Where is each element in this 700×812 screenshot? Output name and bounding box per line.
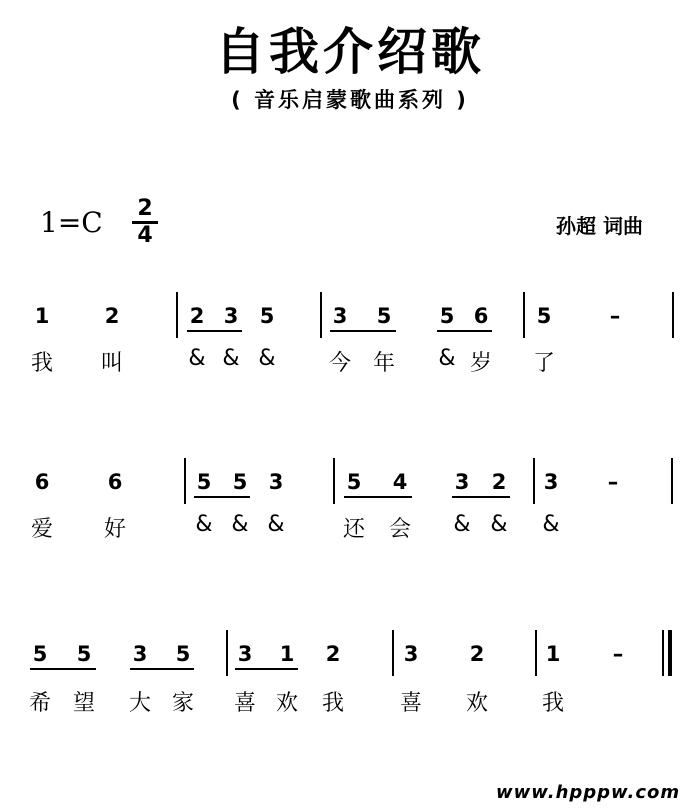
- note-dash: –: [609, 304, 621, 328]
- barline: [523, 292, 525, 338]
- lyric: 希: [28, 691, 52, 716]
- note: 2: [189, 304, 205, 328]
- note-dash: –: [607, 470, 619, 494]
- final-barline-thick: [668, 630, 672, 676]
- barline: [176, 292, 178, 338]
- lyric: 我: [321, 691, 345, 716]
- note: 3: [454, 470, 470, 494]
- beam-underline: [344, 496, 412, 498]
- lyric: 我: [30, 351, 54, 376]
- note: 5: [175, 642, 191, 666]
- note: 1: [279, 642, 295, 666]
- barline: [184, 458, 186, 504]
- lyric: 还: [342, 517, 366, 542]
- lyric: 会: [388, 517, 412, 542]
- lyric: &: [267, 512, 285, 537]
- note: 4: [392, 470, 408, 494]
- barline: [392, 630, 394, 676]
- beam-underline: [30, 668, 96, 670]
- lyric: &: [231, 512, 249, 537]
- time-signature-bottom: 4: [137, 223, 153, 248]
- note: 2: [469, 642, 485, 666]
- note: 2: [104, 304, 120, 328]
- lyric: 了: [532, 351, 556, 376]
- lyric: &: [490, 512, 508, 537]
- barline: [320, 292, 322, 338]
- final-barline-thin: [662, 630, 664, 676]
- composer-credit: 孙超 词曲: [556, 214, 643, 238]
- lyric: &: [222, 346, 240, 371]
- beam-underline: [437, 330, 492, 332]
- lyric: 欢: [465, 691, 489, 716]
- note-dash: –: [612, 642, 624, 666]
- note: 3: [237, 642, 253, 666]
- note: 3: [543, 470, 559, 494]
- lyric: &: [438, 346, 456, 371]
- note: 5: [259, 304, 275, 328]
- lyric: 叫: [100, 351, 124, 376]
- note: 5: [439, 304, 455, 328]
- note: 2: [325, 642, 341, 666]
- lyric: 喜: [399, 691, 423, 716]
- lyric: 好: [103, 517, 127, 542]
- watermark-url: www.hpppw.com: [496, 782, 681, 803]
- note: 3: [223, 304, 239, 328]
- note: 5: [32, 642, 48, 666]
- lyric: &: [258, 346, 276, 371]
- note: 5: [346, 470, 362, 494]
- note: 2: [491, 470, 507, 494]
- lyric: 我: [541, 691, 565, 716]
- beam-underline: [330, 330, 396, 332]
- lyric: &: [453, 512, 471, 537]
- beam-underline: [130, 668, 194, 670]
- note: 5: [232, 470, 248, 494]
- lyric: 今: [328, 351, 352, 376]
- note: 6: [473, 304, 489, 328]
- lyric: 岁: [469, 351, 493, 376]
- lyric: 欢: [275, 691, 299, 716]
- lyric: 喜: [233, 691, 257, 716]
- lyric: &: [188, 346, 206, 371]
- note: 3: [403, 642, 419, 666]
- key-signature: 1=C: [40, 206, 103, 239]
- lyric: 望: [72, 691, 96, 716]
- barline: [672, 292, 674, 338]
- beam-underline: [452, 496, 510, 498]
- note: 3: [132, 642, 148, 666]
- lyric: 爱: [30, 517, 54, 542]
- barline: [533, 458, 535, 504]
- page-title: 自我介绍歌: [215, 23, 485, 81]
- note: 6: [107, 470, 123, 494]
- time-signature: [132, 198, 158, 247]
- barline: [333, 458, 335, 504]
- barline: [535, 630, 537, 676]
- note: 5: [536, 304, 552, 328]
- note: 5: [76, 642, 92, 666]
- barline: [226, 630, 228, 676]
- barline: [671, 458, 673, 504]
- note: 5: [376, 304, 392, 328]
- note: 6: [34, 470, 50, 494]
- lyric: &: [542, 512, 560, 537]
- note: 5: [196, 470, 212, 494]
- beam-underline: [194, 496, 250, 498]
- note: 1: [545, 642, 561, 666]
- note: 3: [268, 470, 284, 494]
- page-subtitle: ( 音乐启蒙歌曲系列 ): [231, 88, 469, 112]
- lyric: 大: [128, 691, 152, 716]
- note: 3: [332, 304, 348, 328]
- time-signature-top: 2: [137, 196, 153, 221]
- beam-underline: [235, 668, 298, 670]
- beam-underline: [187, 330, 242, 332]
- lyric: &: [195, 512, 213, 537]
- lyric: 年: [372, 351, 396, 376]
- note: 1: [34, 304, 50, 328]
- lyric: 家: [171, 691, 195, 716]
